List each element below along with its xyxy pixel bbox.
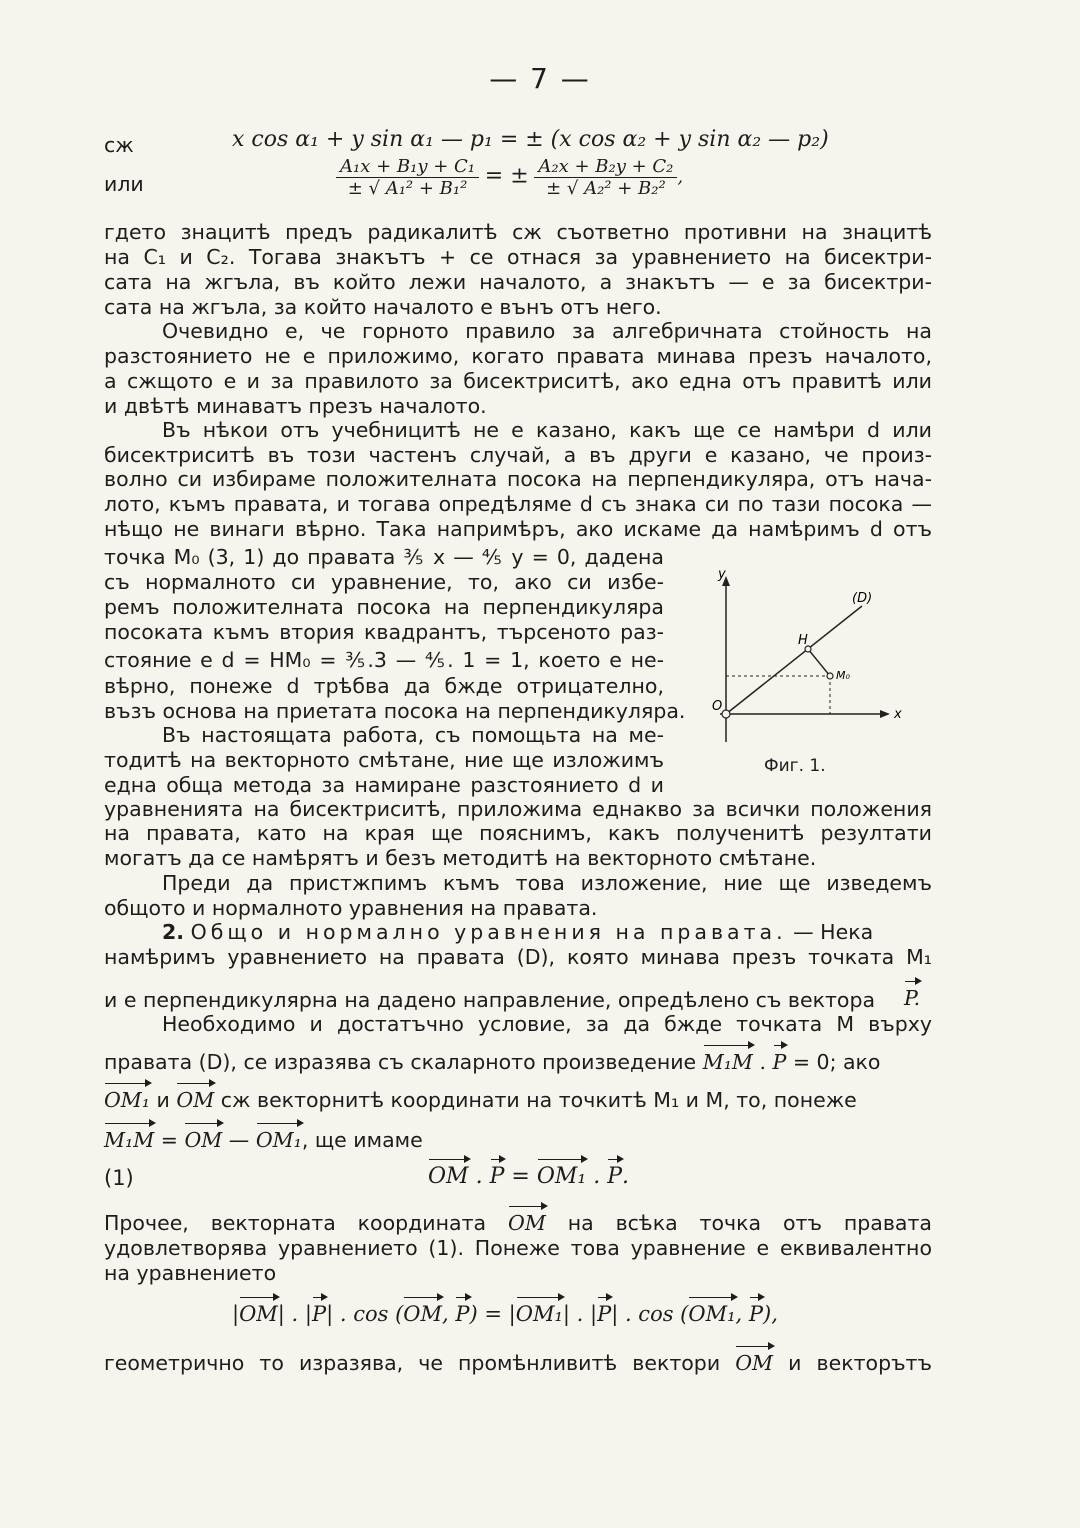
label-h: H: [798, 633, 808, 648]
text-line: Очевидно е, че горното правило за алгебричната стойность на: [162, 319, 932, 343]
text-line: Преди да пристжпимъ къмъ това изложение, ние ще изведемъ: [162, 871, 932, 895]
text-line: ремъ положителната посока на перпендикуляра: [104, 595, 664, 619]
text-line: волно си избираме положителната посока на перпендикуляра, отъ нача-: [104, 467, 932, 491]
eq1-prefix: сж: [104, 133, 134, 157]
text-line: Необходимо и достатъчно условие, за да бжде точката M върху: [162, 1012, 932, 1036]
text-line: OM₁ и OM сж векторнитѣ координати на точкитѣ M₁ и M, то, понеже: [104, 1088, 857, 1112]
equation-1: OM . P = OM₁ . P.: [428, 1164, 630, 1189]
figure-caption: Фиг. 1.: [764, 756, 826, 776]
text-line: гдето знацитѣ предъ радикалитѣ сж съответно противни на знацитѣ: [104, 220, 932, 244]
text-line: нѣщо не винаги вѣрно. Така напримѣръ, ако искаме да намѣримъ d отъ: [104, 517, 932, 541]
text-line: вѣрно, понеже d трѣбва да бжде отрицателно,: [104, 674, 664, 698]
text-line: а сжщото е и за правилото за бисектриситѣ, ако една отъ правитѣ или: [104, 369, 932, 393]
text-line: на уравнението: [104, 1261, 277, 1285]
section-2-heading: 2. Общо и нормално уравнения на правата. — Нека: [162, 920, 874, 944]
text-line: една обща метода за намиране разстоянието d и: [104, 773, 664, 797]
text-line: и двѣтѣ минаватъ презъ началото.: [104, 394, 487, 418]
perpendicular-hm0: [808, 649, 830, 676]
text-line: могатъ да се намѣрятъ и безъ методитѣ на векторното смѣтане.: [104, 846, 817, 870]
label-m0: M₀: [836, 669, 850, 682]
eq1-formula: x cos α₁ + y sin α₁ — p₁ = ± (x cos α₂ + y sin α₂ — p₂): [232, 127, 829, 152]
text-line: M₁M = OM — OM₁, ще имаме: [104, 1128, 423, 1152]
vector-p: P.: [904, 986, 921, 1010]
text-line: намѣримъ уравнението на правата (D), която минава презъ точката M₁: [104, 945, 932, 969]
text-line: на C₁ и C₂. Тогава знакътъ + се отнася за уравнението на бисектри-: [104, 245, 932, 269]
label-o: O: [712, 699, 723, 714]
eq2-right-fraction: $\frac{\text{A₂x + B₂y + C₂}}{\text{± √ A₂² + B₂²}}$: [534, 156, 677, 199]
text-line: правата (D), се изразява съ скаларното произведение M₁M . P = 0; ако: [104, 1050, 881, 1074]
eq2-left-fraction: $\frac{\text{A₁x + B₁y + C₁}}{\text{± √ A₁² + B₁²}}$: [336, 156, 479, 199]
text-line: на правата, като на края ще пояснимъ, какъ полученитѣ резултати: [104, 821, 932, 845]
text-line: лото, къмъ правата, и тогава опредѣляме d съ знака си по тази посока —: [104, 492, 932, 516]
label-y: y: [718, 567, 726, 582]
text-line: стояние е d = HM₀ = ⅗.3 — ⅘. 1 = 1, което е не-: [104, 648, 664, 672]
section-number: 2.: [162, 920, 185, 944]
equation-label: (1): [104, 1166, 134, 1190]
text-line: разстоянието не е приложимо, когато правата минава презъ началото,: [104, 344, 932, 368]
text-line: удовлетворява уравнението (1). Понеже това уравнение е еквивалентно: [104, 1236, 932, 1260]
label-d: (D): [852, 591, 873, 606]
line-d: [726, 606, 862, 714]
text-line: посоката къмъ втория квадрантъ, търсеното раз-: [104, 620, 664, 644]
text-line: точка M₀ (3, 1) до правата ⅗ x — ⅘ y = 0, дадена: [104, 545, 664, 569]
text-line: бисектриситѣ въ този частенъ случай, а въ други е казано, че произ-: [104, 443, 932, 467]
label-x: x: [894, 707, 902, 722]
figure-1: [690, 560, 920, 750]
text-line: Въ нѣкои отъ учебницитѣ не е казано, какъ ще се намѣри d или: [162, 418, 932, 442]
text-line: и е перпендикулярна на дадено направление, опредѣлено съ вектора: [104, 988, 876, 1012]
text-line: геометрично то изразява, че промѣнливитѣ вектори OM и векторътъ: [104, 1351, 932, 1375]
text-line: сата на жгъла, въ който лежи началото, а знакътъ — е за бисектри-: [104, 270, 932, 294]
point-o: [722, 710, 730, 718]
eq2-prefix: или: [104, 172, 144, 196]
section-title: Общо и нормално уравнения на правата.: [190, 920, 787, 944]
text-line: общото и нормалното уравнения на правата.: [104, 896, 598, 920]
page-number: — 7 —: [489, 62, 591, 95]
point-m0: [827, 673, 833, 679]
x-axis-arrow: [880, 710, 890, 718]
eq2-formula: $\frac{\text{A₁x + B₁y + C₁}}{\text{± √ A₁² + B₁²}}$ = ± $\frac{\text{A₂x + B₂y + C₂}}{\text{± √ A₂² + B₂²}}$ ,: [336, 156, 683, 199]
text-line: Въ настоящата работа, съ помощьта на ме-: [162, 723, 664, 747]
equation-cosine: |OM| . |P| . cos (OM, P) = |OM₁| . |P| . cos (OM₁, P),: [232, 1302, 778, 1326]
text-line: сата на жгъла, за който началото е вънъ отъ него.: [104, 295, 662, 319]
text-line: уравненията на бисектриситѣ, приложима еднакво за всички положения: [104, 797, 932, 821]
text-line: възъ основа на приетата посока на перпендикуляра.: [104, 699, 686, 723]
text-line: съ нормалното си уравнение, то, ако си избе-: [104, 570, 664, 594]
text-line: тодитѣ на векторното смѣтане, ние ще изложимъ: [104, 748, 664, 772]
text-line: Прочее, векторната координата OM на всѣка точка отъ правата: [104, 1211, 932, 1235]
